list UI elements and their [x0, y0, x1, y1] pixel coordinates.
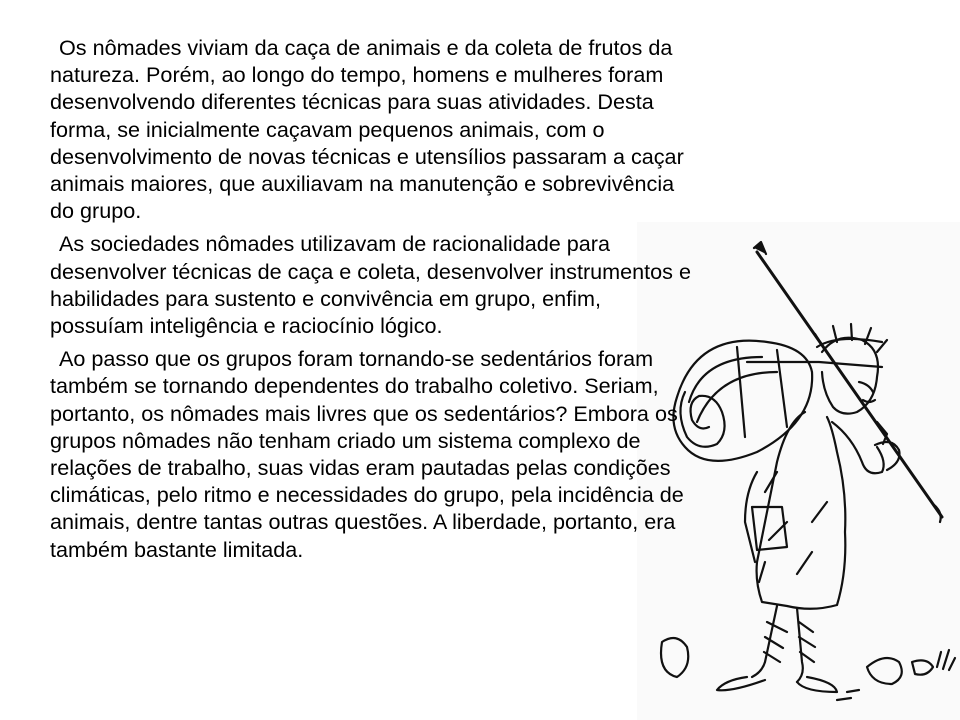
paragraph-nomads-rationality: As sociedades nômades utilizavam de racionalidade para desenvolver técnicas de caça e coleta, desenvolver instrumentos e habilidades para sustento e convivência em grupo, enfim, possuíam inteligência e raciocínio lógico.	[50, 231, 691, 339]
slide-text-block	[50, 34, 695, 569]
paragraph-nomads-hunting: Os nômades viviam da caça de animais e da coleta de frutos da natureza. Porém, ao longo do tempo, homens e mulheres foram desenvolvendo diferentes técnicas para suas atividades. Desta forma, se inicialmente caçavam pequenos animais, com o desenvolvimento de novas técnicas e utensílios passaram a caçar animais maiores, que auxiliavam na manutenção e sobrevivência do grupo.	[50, 35, 684, 224]
paragraph-sedentary-groups: Ao passo que os grupos foram tornando-se sedentários foram também se tornando dependentes do trabalho coletivo. Seriam, portanto, os nômades mais livres que os sedentários? Embora os grupos nômades não tenham criado um sistema complexo de relações de trabalho, suas vidas eram pautadas pelas condições climáticas, pelo ritmo e necessidades do grupo, pela incidência de animais, dentre tantas outras questões. A liberdade, portanto, era também bastante limitada.	[50, 346, 684, 562]
